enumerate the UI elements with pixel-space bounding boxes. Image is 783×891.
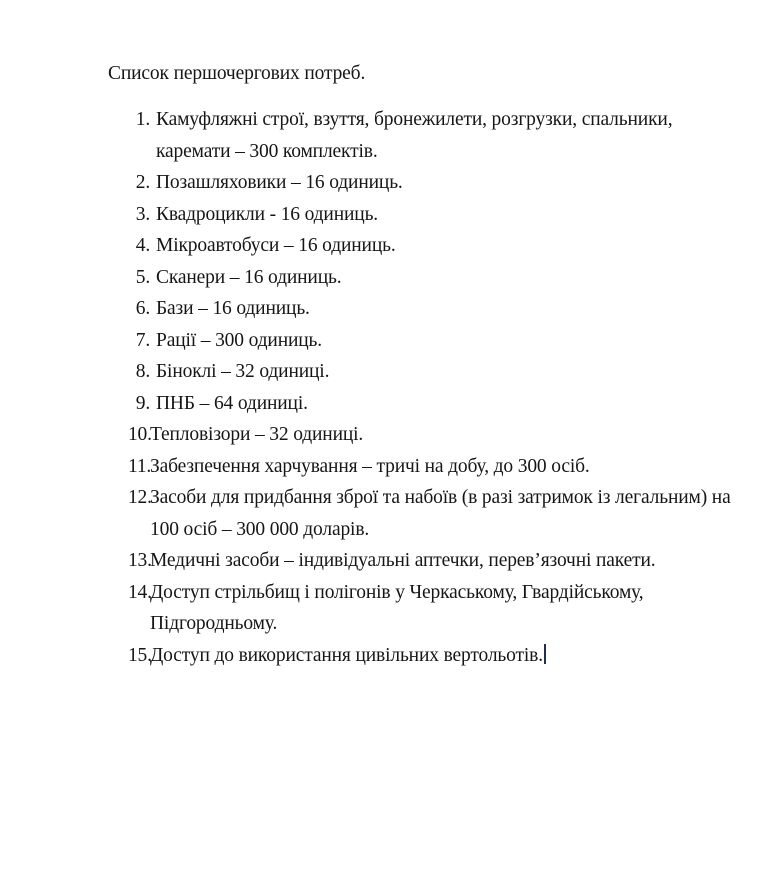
list-item-number: 3.: [135, 203, 150, 225]
list-item[interactable]: [0, 356, 783, 388]
list-item-text: [156, 388, 763, 420]
list-item-number: 10.: [128, 424, 152, 445]
list-item-line: Підгородньому.: [150, 613, 278, 634]
list-item-text: [150, 640, 763, 672]
list-item-text: [150, 545, 763, 577]
list-item-text: [156, 230, 763, 262]
list-item-line: Позашляховики – 16 одиниць.: [156, 172, 403, 193]
list-item[interactable]: [0, 451, 783, 483]
list-item-number: 8.: [135, 361, 150, 382]
list-item-text: [150, 451, 763, 483]
list-item[interactable]: [0, 577, 783, 640]
list-item[interactable]: [0, 104, 783, 167]
list-item-text: [156, 293, 763, 325]
list-item[interactable]: [0, 230, 783, 262]
list-item-line: Рації – 300 одиниць.: [156, 329, 323, 351]
list-item-line: Засоби для придбання зброї та набоїв (в разі затримок із легальним) на: [150, 487, 731, 508]
list-item-number: 9.: [135, 392, 150, 414]
list-item[interactable]: [0, 419, 783, 451]
list-item-line: ПНБ – 64 одиниці.: [156, 392, 308, 414]
list-item-line: каремати – 300 комплектів.: [156, 140, 378, 162]
list-item-line: Квадроцикли - 16 одиниць.: [156, 203, 379, 225]
list-item-text: [156, 356, 763, 388]
list-item-line: Сканери – 16 одиниць.: [156, 266, 342, 288]
list-item-number: 7.: [135, 329, 150, 351]
list-item-number: 6.: [135, 298, 150, 319]
list-item-text: [156, 325, 763, 357]
list-item-line: Мікроавтобуси – 16 одиниць.: [156, 235, 396, 256]
list-item-text: [156, 199, 763, 231]
list-item-text: [156, 167, 763, 199]
list-item-number: 4.: [135, 235, 150, 256]
list-item-number: 13.: [128, 550, 152, 571]
list-item-number: 2.: [135, 172, 150, 193]
list-item-text: [150, 577, 763, 640]
list-item-number: 5.: [135, 266, 150, 288]
list-item-line: 100 осіб – 300 000 доларів.: [150, 518, 370, 540]
list-item-line: Доступ до використання цивільних вертольотів.: [150, 640, 763, 672]
list-item[interactable]: [0, 388, 783, 420]
text-cursor-caret: [544, 644, 546, 664]
list-item[interactable]: [0, 293, 783, 325]
list-item-line: Доступ стрільбищ і полігонів у Черкаському, Гвардійському,: [150, 581, 644, 603]
list-item-line: Тепловізори – 32 одиниці.: [150, 424, 364, 445]
list-item-text: [156, 104, 763, 167]
list-item-text: [150, 482, 763, 545]
list-item-text: [156, 262, 763, 294]
page-title: Список першочергових потреб.: [108, 63, 366, 84]
list-item-number: 14.: [128, 581, 152, 603]
list-item[interactable]: [0, 167, 783, 199]
list-item[interactable]: [0, 262, 783, 294]
list-item-line: Забезпечення харчування – тричі на добу, до 300 осіб.: [150, 455, 590, 477]
list-item[interactable]: [0, 640, 783, 672]
list-item-number: 11.: [128, 455, 152, 477]
list-item-number: 1.: [135, 109, 150, 130]
list-item[interactable]: [0, 199, 783, 231]
list-item-line: Медичні засоби – індивідуальні аптечки, перев’язочні пакети.: [150, 550, 656, 571]
list-item-line: Біноклі – 32 одиниці.: [156, 361, 330, 382]
list-item[interactable]: [0, 482, 783, 545]
list-item-line: Бази – 16 одиниць.: [156, 298, 310, 319]
list-item-number: 15.: [128, 644, 152, 666]
list-item-line: Камуфляжні строї, взуття, бронежилети, розгрузки, спальники,: [156, 109, 673, 130]
list-item-text: [150, 419, 763, 451]
list-item-number: 12.: [128, 487, 152, 508]
list-item[interactable]: [0, 545, 783, 577]
list-item[interactable]: [0, 325, 783, 357]
